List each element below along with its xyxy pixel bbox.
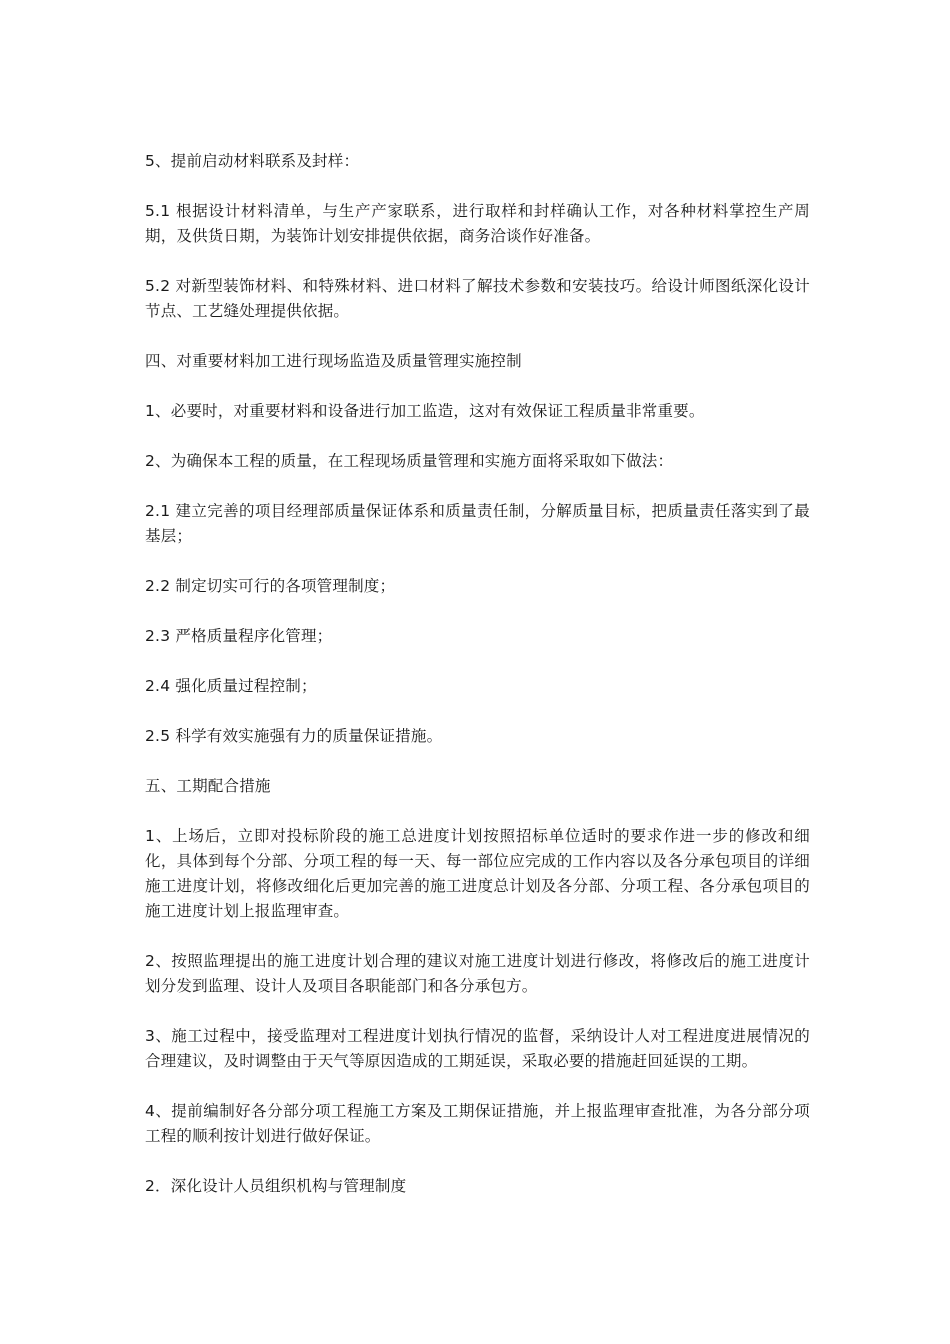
- paragraph-2-4: 2.4 强化质量过程控制；: [145, 677, 317, 695]
- section-heading-five: 五、工期配合措施: [145, 777, 271, 795]
- document-body: [145, 149, 810, 1224]
- paragraph-2-1: 2.1 建立完善的项目经理部质量保证体系和质量责任制，分解质量目标，把质量责任落实到了最基层；: [145, 502, 810, 545]
- paragraph-2-3: 2.3 严格质量程序化管理；: [145, 627, 333, 645]
- paragraph-schedule-4: 4、提前编制好各分部分项工程施工方案及工期保证措施，并上报监理审查批准，为各分部分项工程的顺利按计划进行做好保证。: [145, 1102, 810, 1145]
- paragraph-material-contact-heading: 5、提前启动材料联系及封样：: [145, 152, 360, 170]
- section-heading-four: 四、对重要材料加工进行现场监造及质量管理实施控制: [145, 352, 522, 370]
- paragraph-schedule-3: 3、施工过程中，接受监理对工程进度计划执行情况的监督，采纳设计人对工程进度进展情况的合理建议，及时调整由于天气等原因造成的工期延误，采取必要的措施赶回延误的工期。: [145, 1027, 810, 1070]
- paragraph-schedule-2: 2、按照监理提出的施工进度计划合理的建议对施工进度计划进行修改，将修改后的施工进度计划分发到监理、设计人及项目各职能部门和各分承包方。: [145, 952, 810, 995]
- paragraph-2-2: 2.2 制定切实可行的各项管理制度；: [145, 577, 396, 595]
- paragraph-5-2: 5.2 对新型装饰材料、和特殊材料、进口材料了解技术参数和安装技巧。给设计师图纸深化设计节点、工艺缝处理提供依据。: [145, 277, 810, 320]
- paragraph-item-2: 2、为确保本工程的质量，在工程现场质量管理和实施方面将采取如下做法：: [145, 452, 674, 470]
- paragraph-2-5: 2.5 科学有效实施强有力的质量保证措施。: [145, 727, 443, 745]
- paragraph-5-1: 5.1 根据设计材料清单，与生产产家联系，进行取样和封样确认工作，对各种材料掌控生产周期，及供货日期，为装饰计划安排提供依据，商务洽谈作好准备。: [145, 202, 810, 245]
- paragraph-schedule-1: 1、上场后，立即对投标阶段的施工总进度计划按照招标单位适时的要求作进一步的修改和细化，具体到每个分部、分项工程的每一天、每一部位应完成的工作内容以及各分承包项目的详细施工进度计划，将修改细化后更加完善的施工进度总计划及各分部、分项工程、各分承包项目的施工进度计划上报监理审查。: [145, 827, 810, 920]
- paragraph-item-1: 1、必要时，对重要材料和设备进行加工监造，这对有效保证工程质量非常重要。: [145, 402, 705, 420]
- section-heading-design-team: 2．深化设计人员组织机构与管理制度: [145, 1177, 407, 1195]
